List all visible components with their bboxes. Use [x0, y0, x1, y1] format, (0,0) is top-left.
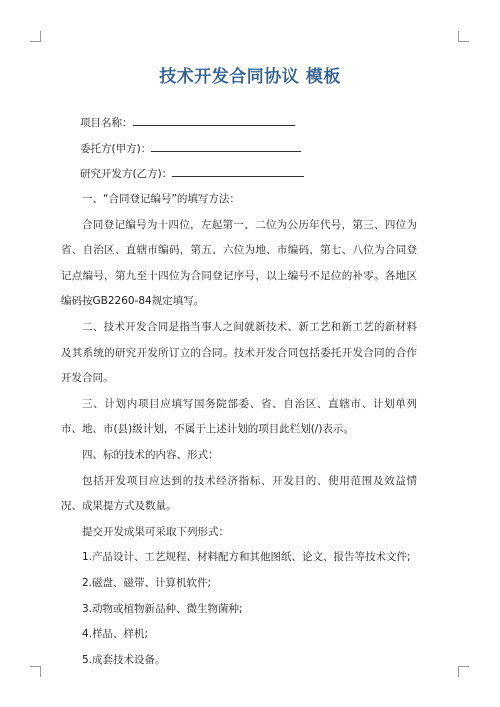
- document-title: 技术开发合同协议 模板: [159, 67, 341, 87]
- paragraph: 合同登记编号为十四位，左起第一、二位为公历年代号，第三、四位为省、自治区、直辖市编码，第五、六位为地、市编码，第七、八位为合同登记点编号，第九至十四位为合同登记序号，以上编号不足位的补零。各地区编码按GB2260-84规定填写。: [61, 218, 417, 308]
- client-party-a-blank[interactable]: [151, 141, 301, 152]
- project-name-blank[interactable]: [133, 115, 295, 126]
- list-item: 5.成套技术设备。: [82, 653, 166, 666]
- crop-mark-top-right: [458, 31, 469, 42]
- paragraph: 三、计划内项目应填写国务院部委、省、自治区、直辖市、计划单列市、地、市(县)级计划，不属于上述计划的项目此栏划(/)表示。: [61, 397, 417, 436]
- field-client-party-a: [80, 141, 304, 167]
- paragraph: 提交开发成果可采取下列形式：: [82, 525, 229, 538]
- field-label: 委托方(甲方)：: [80, 142, 152, 155]
- list-item: 1.产品设计、工艺规程、材料配方和其他图纸、论文、报告等技术文件;: [82, 551, 411, 564]
- developer-party-b-blank[interactable]: [172, 166, 304, 177]
- crop-mark-bottom-left: [30, 666, 41, 677]
- field-label: 研究开发方(乙方)：: [80, 168, 173, 180]
- paragraph: 包括开发项目应达到的技术经济指标、开发目的、使用范围及效益情况、成果提方式及数量。: [61, 474, 417, 513]
- list-item: 3.动物或植物新品种、微生物菌种;: [82, 602, 243, 615]
- crop-mark-bottom-right: [458, 666, 469, 677]
- field-project-name: [80, 115, 304, 141]
- paragraph: 四、标的技术的内容、形式：: [82, 448, 219, 461]
- paragraph: 二、技术开发合同是指当事人之间就新技术、新工艺和新工艺的新材料及其系统的研究开发所订立的合同。技术开发合同包括委托开发合同的合作开发合同。: [61, 320, 417, 385]
- field-label: 项目名称：: [80, 117, 133, 129]
- list-item: 4.样品、样机;: [82, 628, 149, 641]
- document-body: [61, 187, 417, 673]
- crop-mark-top-left: [30, 31, 41, 42]
- contract-fields: [80, 115, 304, 192]
- paragraph: 一、“合同登记编号”的填写方法：: [82, 193, 240, 205]
- list-item: 2.磁盘、磁带、计算机软件;: [82, 576, 212, 589]
